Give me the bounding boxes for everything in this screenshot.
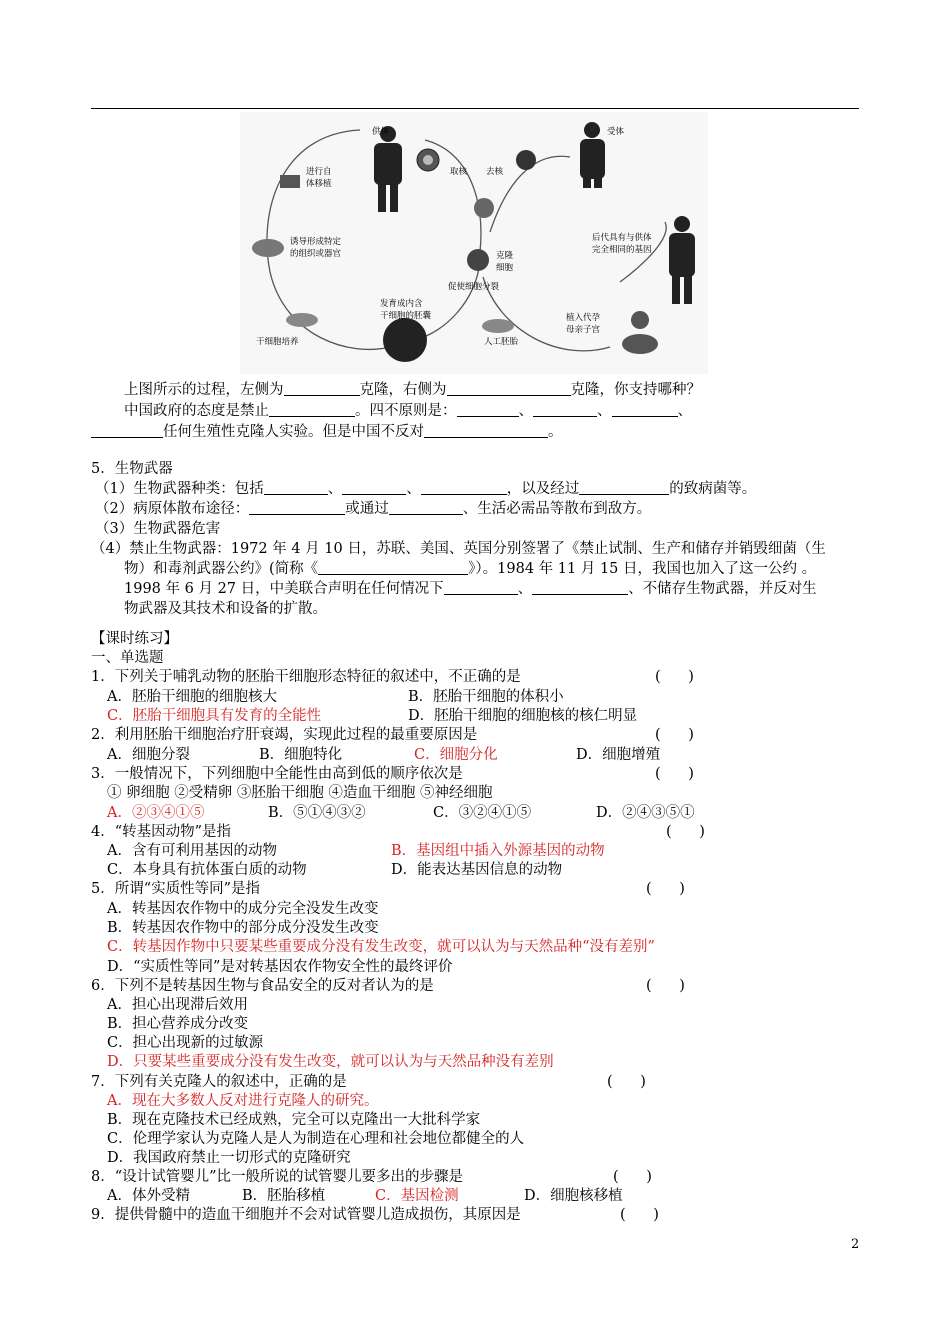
label-remove-nucleus: 去核 xyxy=(486,167,504,177)
fill-blank[interactable] xyxy=(342,480,406,495)
option-2a[interactable]: A．细胞分裂 xyxy=(107,747,190,763)
fill-blank[interactable] xyxy=(444,580,518,595)
label-clone-cell-1: 克隆 xyxy=(496,251,514,261)
option-5d[interactable]: D．“实质性等同”是对转基因农作物安全性的最终评价 xyxy=(107,959,453,975)
option-6c[interactable]: C．担心出现新的过敏源 xyxy=(107,1035,264,1051)
fill-blank[interactable] xyxy=(389,500,463,515)
option-7a[interactable]: A．现在大多数人反对进行克隆人的研究。 xyxy=(107,1093,379,1109)
option-7b[interactable]: B．现在克隆技术已经成熟，完全可以克隆出一大批科学家 xyxy=(107,1112,481,1128)
option-7d[interactable]: D．我国政府禁止一切形式的克隆研究 xyxy=(107,1150,351,1166)
option-6a[interactable]: A．担心出现滞后效用 xyxy=(107,997,248,1013)
option-5a[interactable]: A．转基因农作物中的成分完全没发生改变 xyxy=(107,901,379,917)
label-implant-1: 植入代孕 xyxy=(566,313,601,323)
bio-weapons-ban-line2: 物）和毒剂武器公约》(简称《 》）。1984 年 11 月 15 日，我国也加入了这一公约 。 xyxy=(124,561,817,577)
question-5: 5．所谓“实质性等同”是指 xyxy=(91,881,261,897)
bio-weapons-types: （1）生物武器种类：包括 、 、 ，以及经过 的致病菌等。 xyxy=(95,481,757,497)
question-3: 3．一般情况下，下列细胞中全能性由高到低的顺序依次是 xyxy=(91,766,463,782)
option-1c[interactable]: C．胚胎干细胞具有发育的全能性 xyxy=(107,708,322,724)
fill-blank[interactable] xyxy=(579,480,669,495)
question-8: 8．“设计试管婴儿”比一般所说的试管婴儿要多出的步骤是 xyxy=(91,1169,464,1185)
label-artificial-embryo: 人工胚胎 xyxy=(484,337,519,347)
option-6d[interactable]: D．只要某些重要成分没有发生改变，就可以认为与天然品种没有差别 xyxy=(107,1054,554,1070)
answer-paren[interactable]: ( ) xyxy=(620,1207,659,1223)
practice-header: 【课时练习】 xyxy=(91,631,178,647)
fill-blank[interactable] xyxy=(249,500,345,515)
question-4: 4．“转基因动物”是指 xyxy=(91,824,232,840)
option-5c[interactable]: C．转基因作物中只要某些重要成分没有发生改变，就可以认为与天然品种“没有差别” xyxy=(107,939,655,955)
question-7: 7．下列有关克隆人的叙述中，正确的是 xyxy=(91,1074,347,1090)
option-5b[interactable]: B．转基因农作物中的部分成分没发生改变 xyxy=(107,920,379,936)
label-recipient: 受体 xyxy=(607,127,625,137)
label-induce-2: 的组织或器官 xyxy=(290,249,342,259)
bio-weapons-ban-line4: 物武器及其技术和设备的扩散。 xyxy=(124,601,327,617)
fill-blank[interactable] xyxy=(91,423,163,438)
fill-blank[interactable] xyxy=(447,381,571,396)
question-9: 9．提供骨髓中的造血干细胞并不会对试管婴儿造成损伤，其原因是 xyxy=(91,1207,521,1223)
bio-weapons-spread: （2）病原体散布途径： 或通过 、生活必需品等散布到敌方。 xyxy=(95,501,652,517)
option-3c[interactable]: C．③②④①⑤ xyxy=(433,805,532,821)
option-8b[interactable]: B．胚胎移植 xyxy=(242,1188,326,1204)
label-develop-2: 干细胞的胚囊 xyxy=(380,311,432,321)
section-title: 一、单选题 xyxy=(91,650,164,666)
label-autotransplant-1: 进行自 xyxy=(306,167,332,177)
option-8c[interactable]: C．基因检测 xyxy=(375,1188,459,1204)
fill-blank[interactable] xyxy=(424,423,548,438)
answer-paren[interactable]: ( ) xyxy=(613,1169,652,1185)
label-offspring-1: 后代具有与供体 xyxy=(592,233,652,243)
question-3-items: ① 卵细胞 ②受精卵 ③胚胎干细胞 ④造血干细胞 ⑤神经细胞 xyxy=(107,785,493,801)
option-6b[interactable]: B．担心营养成分改变 xyxy=(107,1016,249,1032)
answer-paren[interactable]: ( ) xyxy=(646,881,685,897)
label-induce-1: 诱导形成特定 xyxy=(290,237,342,247)
answer-paren[interactable]: ( ) xyxy=(655,727,694,743)
cloning-diagram xyxy=(240,112,708,374)
cloning-question-line2: 中国政府的态度是禁止 。四不原则是： 、 、 、 xyxy=(124,403,692,419)
answer-paren[interactable]: ( ) xyxy=(655,766,694,782)
header-rule xyxy=(91,108,859,109)
option-1a[interactable]: A．胚胎干细胞的细胞核大 xyxy=(107,689,277,705)
option-1d[interactable]: D．胚胎干细胞的细胞核的核仁明显 xyxy=(408,708,638,724)
question-6: 6．下列不是转基因生物与食品安全的反对者认为的是 xyxy=(91,978,434,994)
label-implant-2: 母亲子宫 xyxy=(566,325,601,335)
label-autotransplant-2: 体移植 xyxy=(306,179,332,189)
label-take-nucleus: 取核 xyxy=(450,167,468,177)
label-clone-cell-2: 细胞 xyxy=(496,263,514,273)
label-develop-1: 发育成内含 xyxy=(380,299,423,309)
option-4c[interactable]: C．本身具有抗体蛋白质的动物 xyxy=(107,862,307,878)
bio-weapons-ban-line3: 1998 年 6 月 27 日，中美联合声明在任何情况下 、 、不储存生物武器，并反对生 xyxy=(124,581,817,597)
option-4a[interactable]: A．含有可利用基因的动物 xyxy=(107,843,277,859)
option-2b[interactable]: B．细胞特化 xyxy=(259,747,343,763)
fill-blank[interactable] xyxy=(264,480,328,495)
option-3b[interactable]: B．⑤①④③② xyxy=(268,805,366,821)
answer-paren[interactable]: ( ) xyxy=(607,1074,646,1090)
option-7c[interactable]: C．伦理学家认为克隆人是人为制造在心理和社会地位都健全的人 xyxy=(107,1131,525,1147)
option-4d[interactable]: D．能表达基因信息的动物 xyxy=(391,862,563,878)
option-4b[interactable]: B．基因组中插入外源基因的动物 xyxy=(391,843,605,859)
option-8a[interactable]: A．体外受精 xyxy=(107,1188,190,1204)
bio-weapons-harm: （3）生物武器危害 xyxy=(95,521,221,537)
fill-blank[interactable] xyxy=(457,402,519,417)
bio-weapons-title: 5．生物武器 xyxy=(91,461,173,477)
option-2c[interactable]: C．细胞分化 xyxy=(414,747,498,763)
answer-paren[interactable]: ( ) xyxy=(666,824,705,840)
option-8d[interactable]: D．细胞核移植 xyxy=(524,1188,623,1204)
fill-blank[interactable] xyxy=(533,402,597,417)
fill-blank[interactable] xyxy=(532,580,628,595)
label-promote-division: 促使细胞分裂 xyxy=(448,282,500,292)
answer-paren[interactable]: ( ) xyxy=(646,978,685,994)
option-2d[interactable]: D．细胞增殖 xyxy=(576,747,661,763)
label-offspring-2: 完全相同的基因 xyxy=(592,245,652,255)
question-1: 1．下列关于哺乳动物的胚胎干细胞形态特征的叙述中，不正确的是 xyxy=(91,669,521,685)
cloning-question-line3: 任何生殖性克隆人实验。但是中国不反对 。 xyxy=(91,423,563,442)
option-3d[interactable]: D．②④③⑤① xyxy=(596,805,695,821)
fill-blank[interactable] xyxy=(421,480,507,495)
label-donor: 供体 xyxy=(372,127,390,137)
answer-paren[interactable]: ( ) xyxy=(655,669,694,685)
fill-blank[interactable] xyxy=(612,402,678,417)
question-2: 2．利用胚胎干细胞治疗肝衰竭，实现此过程的最重要原因是 xyxy=(91,727,478,743)
cloning-question-line1: 上图所示的过程，左侧为 克隆，右侧为 克隆，你支持哪种？ xyxy=(124,382,701,398)
bio-weapons-ban-line1: （4）禁止生物武器：1972 年 4 月 10 日，苏联、美国、英国分别签署了《禁止试制、生产和储存并销毁细菌（生 xyxy=(91,541,826,557)
fill-blank[interactable] xyxy=(284,381,360,396)
fill-blank[interactable] xyxy=(318,560,468,575)
page-number: 2 xyxy=(851,1237,860,1252)
label-stem-culture: 干细胞培养 xyxy=(256,337,299,347)
option-3a[interactable]: A．②③④①⑤ xyxy=(107,805,205,821)
option-1b[interactable]: B．胚胎干细胞的体积小 xyxy=(408,689,564,705)
fill-blank[interactable] xyxy=(269,402,355,417)
